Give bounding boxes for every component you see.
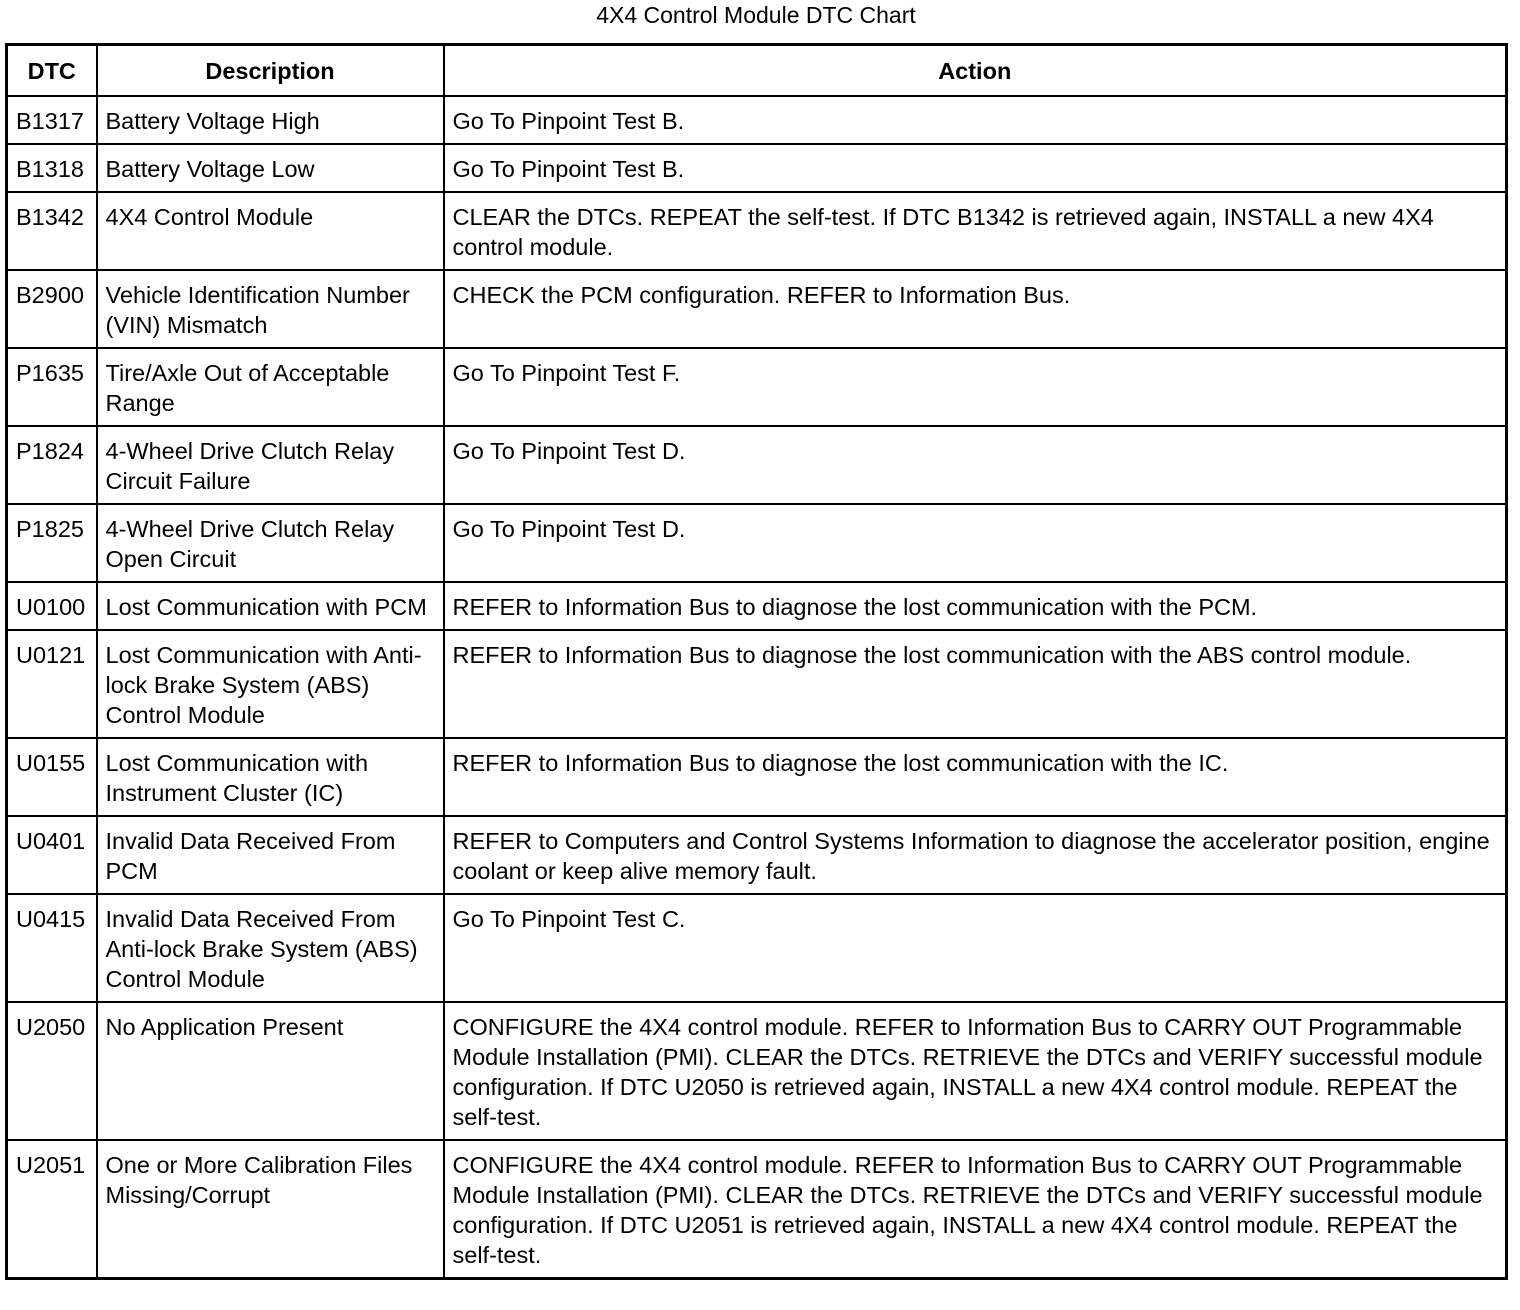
description-cell: Battery Voltage High (97, 96, 444, 144)
table-row (7, 504, 1507, 582)
header-dtc: DTC (7, 45, 97, 97)
header-action: Action (444, 45, 1507, 97)
dtc-code-cell: U0100 (7, 582, 97, 630)
description-cell: Lost Communication with Instrument Cluster (IC) (97, 738, 444, 816)
description-cell: One or More Calibration Files Missing/Corrupt (97, 1140, 444, 1279)
table-row (7, 738, 1507, 816)
table-row (7, 144, 1507, 192)
dtc-code-cell: B1317 (7, 96, 97, 144)
table-row (7, 1140, 1507, 1279)
description-cell: Battery Voltage Low (97, 144, 444, 192)
action-cell: Go To Pinpoint Test D. (444, 504, 1507, 582)
action-cell: Go To Pinpoint Test B. (444, 96, 1507, 144)
page-title: 4X4 Control Module DTC Chart (596, 2, 916, 28)
action-cell: CONFIGURE the 4X4 control module. REFER to Information Bus to CARRY OUT Programmable Module Installation (PMI). CLEAR the DTCs. RETRIEVE the DTCs and VERIFY successful module configuration. If DTC U2051 is retrieved again, INSTALL a new 4X4 control module. REPEAT the self-test. (444, 1140, 1507, 1279)
dtc-code-cell: B1318 (7, 144, 97, 192)
action-cell: CLEAR the DTCs. REPEAT the self-test. If DTC B1342 is retrieved again, INSTALL a new 4X4 control module. (444, 192, 1507, 270)
dtc-table (5, 43, 1508, 1280)
description-cell: Invalid Data Received From PCM (97, 816, 444, 894)
dtc-code-cell: U0155 (7, 738, 97, 816)
action-cell: Go To Pinpoint Test F. (444, 348, 1507, 426)
dtc-code-cell: P1825 (7, 504, 97, 582)
dtc-code-cell: P1824 (7, 426, 97, 504)
dtc-code-cell: B2900 (7, 270, 97, 348)
description-cell: Lost Communication with PCM (97, 582, 444, 630)
table-row (7, 270, 1507, 348)
action-cell: Go To Pinpoint Test D. (444, 426, 1507, 504)
table-row (7, 816, 1507, 894)
dtc-code-cell: U0415 (7, 894, 97, 1002)
action-cell: CONFIGURE the 4X4 control module. REFER to Information Bus to CARRY OUT Programmable Module Installation (PMI). CLEAR the DTCs. RETRIEVE the DTCs and VERIFY successful module configuration. If DTC U2050 is retrieved again, INSTALL a new 4X4 control module. REPEAT the self-test. (444, 1002, 1507, 1140)
table-row (7, 348, 1507, 426)
table-row (7, 582, 1507, 630)
description-cell: 4X4 Control Module (97, 192, 444, 270)
description-cell: Lost Communication with Anti-lock Brake System (ABS) Control Module (97, 630, 444, 738)
table-row (7, 1002, 1507, 1140)
description-cell: Tire/Axle Out of Acceptable Range (97, 348, 444, 426)
action-cell: REFER to Information Bus to diagnose the lost communication with the IC. (444, 738, 1507, 816)
table-row (7, 630, 1507, 738)
description-cell: No Application Present (97, 1002, 444, 1140)
header-description: Description (97, 45, 444, 97)
dtc-code-cell: U2050 (7, 1002, 97, 1140)
dtc-code-cell: U2051 (7, 1140, 97, 1279)
description-cell: Invalid Data Received From Anti-lock Brake System (ABS) Control Module (97, 894, 444, 1002)
action-cell: CHECK the PCM configuration. REFER to Information Bus. (444, 270, 1507, 348)
action-cell: REFER to Information Bus to diagnose the lost communication with the ABS control module. (444, 630, 1507, 738)
description-cell: 4-Wheel Drive Clutch Relay Circuit Failure (97, 426, 444, 504)
action-cell: Go To Pinpoint Test C. (444, 894, 1507, 1002)
table-row (7, 426, 1507, 504)
table-row (7, 894, 1507, 1002)
dtc-code-cell: B1342 (7, 192, 97, 270)
dtc-code-cell: U0121 (7, 630, 97, 738)
action-cell: REFER to Computers and Control Systems Information to diagnose the accelerator position, engine coolant or keep alive memory fault. (444, 816, 1507, 894)
dtc-code-cell: U0401 (7, 816, 97, 894)
table-row (7, 192, 1507, 270)
action-cell: Go To Pinpoint Test B. (444, 144, 1507, 192)
dtc-code-cell: P1635 (7, 348, 97, 426)
table-body (7, 96, 1507, 1279)
table-header-row (7, 45, 1507, 97)
description-cell: Vehicle Identification Number (VIN) Mismatch (97, 270, 444, 348)
action-cell: REFER to Information Bus to diagnose the lost communication with the PCM. (444, 582, 1507, 630)
table-row (7, 96, 1507, 144)
description-cell: 4-Wheel Drive Clutch Relay Open Circuit (97, 504, 444, 582)
